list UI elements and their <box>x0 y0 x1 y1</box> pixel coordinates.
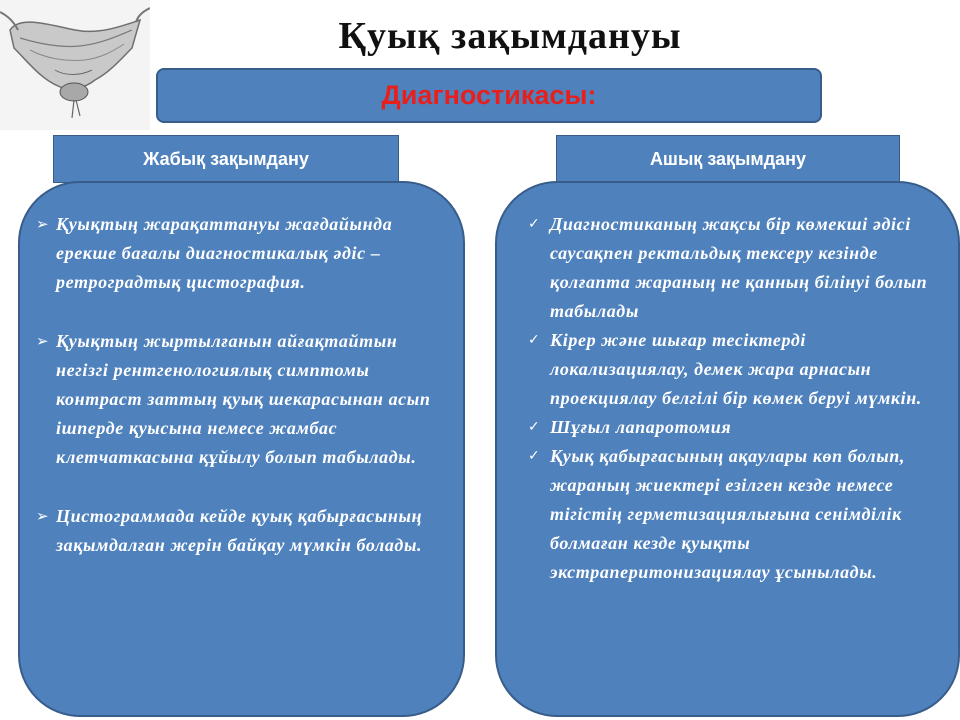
open-injury-list <box>528 210 930 587</box>
list-item-text: Диагностиканың жақсы бір көмекші әдісі саусақпен ректальдық тексеру кезінде қолғапта жараның не қанның білінуі болып табылады <box>550 214 928 321</box>
arrow-bullet-icon: ➢ <box>36 215 50 233</box>
checkmark-icon: ✓ <box>528 216 541 232</box>
list-item <box>528 210 930 326</box>
closed-injury-list <box>36 210 446 590</box>
list-item <box>528 326 930 413</box>
checkmark-icon: ✓ <box>528 448 541 464</box>
checkmark-icon: ✓ <box>528 419 541 435</box>
diagnostics-banner <box>156 68 822 123</box>
list-item-text: Шұғыл лапаротомия <box>550 417 732 437</box>
open-injury-heading: Ашық зақымдану <box>556 135 900 183</box>
list-item <box>36 210 446 297</box>
list-item-text: Қуықтың жыртылғанын айғақтайтын негізгі рентгенологиялық симптомы контраст заттың қуық шекарасынан асып ішперде қуысына немесе жамбас клетчаткасына құйылу болып табылады. <box>56 331 431 467</box>
page-title: Қуық зақымдануы <box>338 15 682 57</box>
list-item-text: Цистограммада кейде қуық қабырғасының зақымдалған жерін байқау мүмкін болады. <box>56 506 423 555</box>
list-item <box>528 442 930 587</box>
closed-injury-heading: Жабық зақымдану <box>53 135 399 183</box>
list-item-text: Кірер және шығар тесіктерді локализациялау, демек жара арнасын проекциялау белгілі бір көмек беруі мүмкін. <box>550 330 922 408</box>
diagnostics-label: Диагностикасы: <box>381 80 597 110</box>
list-item <box>528 413 930 442</box>
list-item-text: Қуық қабырғасының ақаулары көп болып, жараның жиектері езілген кезде немесе тігістің герметизациялығына сенімділік болмаған кезде қуықты экстраперитонизациялау ұсынылады. <box>550 446 905 582</box>
list-item <box>36 502 446 560</box>
arrow-bullet-icon: ➢ <box>36 507 50 525</box>
list-item <box>36 327 446 472</box>
arrow-bullet-icon: ➢ <box>36 332 50 350</box>
list-item-text: Қуықтың жарақаттануы жағдайында ерекше бағалы диагностикалық әдіс – ретроградтық цистография. <box>56 214 393 292</box>
checkmark-icon: ✓ <box>528 332 541 348</box>
bladder-illustration <box>0 0 150 130</box>
